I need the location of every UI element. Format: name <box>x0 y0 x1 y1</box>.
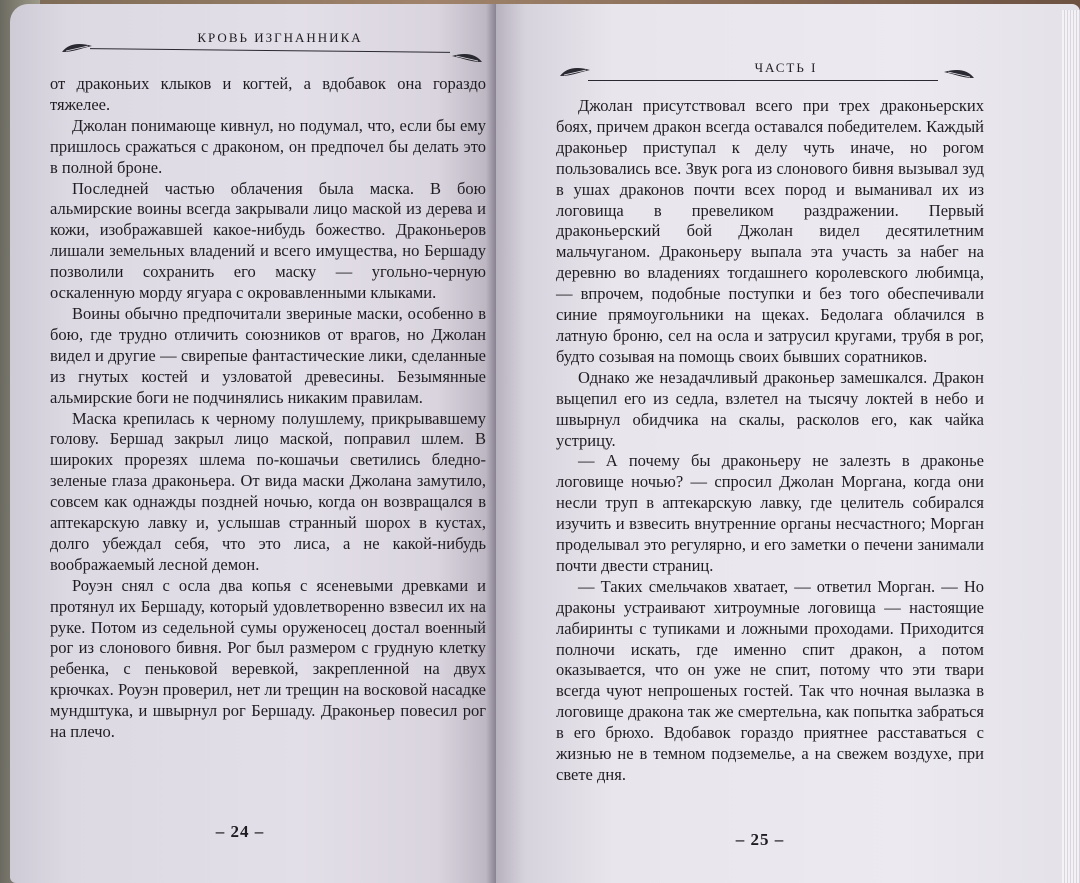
left-page <box>10 4 496 883</box>
paragraph: Последней частью облачения была маска. В бою альмирские воины всегда закрывали лицо маской из дерева и кожи, изображавшей какое-нибудь божество. Драконьеров лишали земельных владений и всего имущества, но Бершаду позволили сохранить его маску — угольно-черную оскаленную морду ягуара с окровавленными клыками. <box>50 178 486 303</box>
ornament-leaf-icon <box>450 50 484 66</box>
right-page-body <box>556 96 984 786</box>
paragraph: Джолан присутствовал всего при трех драконьерских боях, причем дракон всегда оставался победителем. Каждый драконьер приступал к делу чуть иначе, но рогом пользовались все. Звук рога из слонового бивня вызывал зуд в ушах драконов почти всех пород и выманивал их из логовища в превеликом раздражении. Первый драконьерский бой Джолан видел десятилетним мальчуганом. Драконьеру выпала эта участь за набег на деревню во владениях тогдашнего королевского любимца, — впрочем, подобные поступки и без того обеспечивали синие прямоугольники на щеках. Бедолага облачился в латную броню, сел на осла и затрусил кругами, трубя в рог, будто созывая на помощь своих бывших соратников. <box>556 96 984 366</box>
paragraph: — А почему бы драконьеру не залезть в драконье логовище ночью? — спросил Джолан Моргана, когда они несли труп в аптекарскую лавку, где целитель собирался изучить и взвесить внутренние органы несчастного; Морган проделывал это регулярно, и его заметки о печени занимали почти двести страниц. <box>556 451 984 575</box>
paragraph: Однако же незадачливый драконьер замешкался. Дракон выцепил его из седла, взлетел на тысячу локтей в небо и швырнул обидчика на скалы, расколов его, как чайка устрицу. <box>556 367 984 450</box>
running-header-right: ЧАСТЬ I <box>754 60 818 75</box>
header-rule-left <box>90 48 450 53</box>
paragraph: Воины обычно предпочитали звериные маски, особенно в бою, где трудно отличить союзников от врагов, но Джолан видел и другие — свирепые фантастические лики, сделанные из гнутых костей и узловатой древесины. Безымянные альмирские боги не подчинялись никаким правилам. <box>50 303 486 407</box>
page-number-right: – 25 – <box>735 830 785 849</box>
right-page <box>496 4 1080 883</box>
header-rule-right <box>588 80 938 81</box>
paragraph: от драконьих клыков и когтей, а вдобавок она гораздо тяжелее. <box>50 74 486 114</box>
ornament-leaf-icon <box>942 68 976 84</box>
paragraph: Джолан понимающе кивнул, но подумал, что, если бы ему пришлось сражаться с драконом, он предпочел бы делать это в полной броне. <box>50 115 486 177</box>
running-header-left: КРОВЬ ИЗГНАННИКА <box>197 30 363 45</box>
page-number-left: – 24 – <box>215 822 265 841</box>
left-page-body <box>50 74 486 743</box>
paragraph: Роуэн снял с осла два копья с ясеневыми древками и протянул их Бершаду, который удовлетворенно взвесил их на руке. Потом из седельной сумы оруженосец достал военный рог из слонового бивня. Рог был размером с грудную клетку ребенка, с пеньковой веревкой, закрепленной на двух крючках. Роуэн проверил, нет ли трещин на восковой насадке мундштука, и швырнул рог Бершаду. Драконьер повесил рог на плечо. <box>50 575 486 742</box>
page-edges <box>1062 10 1080 883</box>
ornament-leaf-icon <box>60 40 94 56</box>
paragraph: — Таких смельчаков хватает, — ответил Морган. — Но драконы устраивают хитроумные логовища — настоящие лабиринты с тупиками и ложными проходами. Приходится полночи искать, где именно спит дракон, а потом оказывается, что он уже не спит, потому что эти твари всегда чуют непрошеных гостей. Так что ночная вылазка в логовище дракона так же смертельна, как попытка забраться в его брюхо. Вдобавок гораздо приятнее расставаться с жизнью не в темном подземелье, а на свежем воздухе, при свете дня. <box>556 576 984 784</box>
paragraph: Маска крепилась к черному полушлему, прикрывавшему голову. Бершад закрыл лицо маской, поправил шлем. В широких прорезях шлема по-кошачьи светились бледно-зеленые глаза драконьера. От вида маски Джолана замутило, совсем как однажды поздней ночью, когда он возвращался в аптекарскую лавку и, услышав странный шорох в кустах, долго убеждал себя, что это лиса, а не какой-нибудь воображаемый лесной демон. <box>50 408 486 574</box>
ornament-leaf-icon <box>558 66 592 82</box>
